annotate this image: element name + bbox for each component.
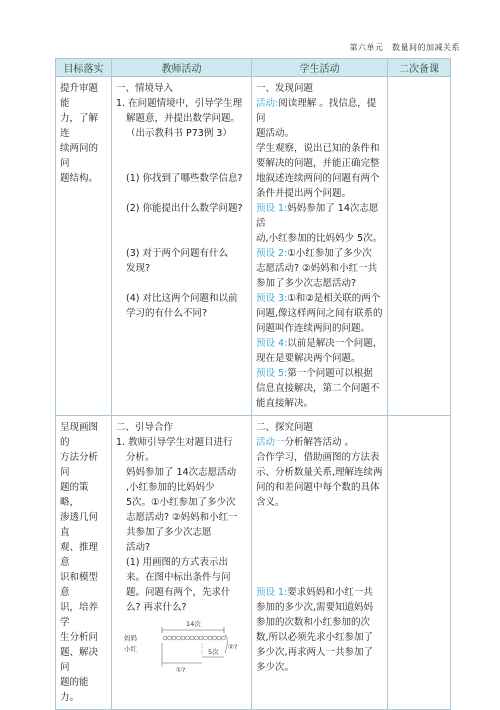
student-line: 数,所以必须先求小红参加了 — [256, 632, 374, 643]
goal-line: 渗透几何直 — [60, 512, 99, 538]
teacher-question: (3) 对于两个问题有什么 — [126, 248, 228, 259]
teacher-line: 分析。 — [126, 452, 155, 463]
student-line: 参加了多少次志愿活动? — [256, 278, 357, 289]
teacher-question: 学习的有什么不同? — [126, 308, 208, 319]
student-line: 志愿活动? ②妈妈和小红一共 — [256, 263, 378, 274]
diagram-label-5: 5次 — [208, 648, 219, 656]
goal-line: 生分析问 — [60, 632, 99, 643]
teacher-line: 活动? — [126, 542, 151, 553]
goal-line: 题的策略， — [60, 482, 89, 508]
table-row — [56, 77, 451, 416]
goal-line: 识和模型意 — [60, 572, 99, 598]
goal-line: 续两问的问 — [60, 143, 99, 169]
student-line: 预设 4:以前是解决一个问题， — [256, 338, 383, 349]
teacher-line: （出示教科书 P73例 3） — [126, 128, 232, 139]
student-line: 示、分析数量关系,理解连续两 — [256, 467, 383, 478]
diagram-label-mom: 妈妈 — [124, 634, 137, 642]
student-line: 预设 1:要求妈妈和小红一共 — [256, 587, 373, 598]
diagram-label-q1: ①? — [176, 666, 186, 674]
page-header: 第六单元 数量间的加减关系 — [349, 43, 460, 52]
student-line: 动,小红参加的比妈妈少 5次。 — [256, 233, 383, 244]
goal-line: 识，培养学 — [60, 602, 99, 628]
goal-line: 方法分析问 — [60, 452, 99, 478]
section-title: 一、情境导入 — [116, 83, 174, 94]
teacher-question: 发现? — [126, 263, 151, 274]
student-line: 问的和差问题中每个数的具体 — [256, 482, 380, 493]
teacher-line: 5次。①小红参加了多少次 — [126, 497, 236, 508]
teacher-line: 1. 在问题情境中，引导学生理 — [116, 98, 243, 109]
student-line: 学生观察，说出已知的条件和 — [256, 143, 380, 154]
diagram-label-q2: ②? — [228, 643, 238, 651]
diagram-label-14: 14次 — [186, 620, 201, 628]
diagram-label-hong: 小红 — [124, 645, 137, 653]
teacher-line: 么? 再求什么? — [126, 602, 187, 613]
teacher-line: 解题意，并提出数学问题。 — [126, 113, 241, 124]
goal-line: 力，了解连 — [60, 113, 99, 139]
teacher-line: 妈妈参加了 14次志愿活动 — [126, 467, 237, 478]
lesson-plan-table — [55, 58, 451, 710]
col-header-goal: 目标落实 — [56, 59, 112, 77]
student-line: 预设 1:妈妈参加了 14次志愿活 — [256, 203, 379, 229]
teacher-question: (4) 对比这两个问题和以前 — [126, 293, 238, 304]
student-line: 含义。 — [256, 497, 285, 508]
student-line: 多少次,再求两人一共参加了 — [256, 647, 374, 658]
student-line: 预设 5:第一个问题可以根据 — [256, 368, 373, 379]
student-line: 一、发现问题 — [256, 83, 314, 94]
student-line: 参加的次数和小红参加的次 — [256, 617, 371, 628]
goal-cell — [56, 416, 112, 710]
col-header-teacher: 教师活动 — [112, 59, 252, 77]
teacher-cell — [112, 77, 252, 416]
teacher-line: 志愿活动? ②妈妈和小红一 — [126, 512, 238, 523]
student-line: 二、探究问题 — [256, 422, 314, 433]
student-cell — [252, 77, 388, 416]
student-line: 合作学习，借助画图的方法表 — [256, 452, 380, 463]
student-cell — [252, 416, 388, 710]
student-line: 问题,像这样两问之间有联系的 — [256, 308, 383, 319]
goal-line: 题的能力。 — [60, 677, 89, 703]
notes-cell — [388, 77, 451, 416]
goal-cell — [56, 77, 112, 416]
student-line: 活动:阅读理解 。找信息，提问 — [256, 98, 377, 124]
student-line: 问题叫作连续两问的问题。 — [256, 323, 371, 334]
goal-line: 观、推理意 — [60, 542, 99, 568]
student-line: 预设 3:①和②是相关联的两个 — [256, 293, 381, 304]
line-segment-diagram — [124, 617, 247, 680]
goal-line: 提升审题能 — [60, 83, 99, 109]
teacher-cell — [112, 416, 252, 710]
col-header-notes: 二次备课 — [388, 59, 451, 77]
student-line: 题活动。 — [256, 128, 295, 139]
teacher-line: 题。问题有两个，先求什 — [126, 587, 231, 598]
teacher-line: 来。在图中标出条件与问 — [126, 572, 231, 583]
col-header-student: 学生活动 — [252, 59, 388, 77]
student-line: 信息直接解决，第二个问题不 — [256, 383, 380, 394]
student-line: 现在是要解决两个问题。 — [256, 353, 361, 364]
goal-line: 题结构。 — [60, 173, 99, 184]
goal-line: 题、解决问 — [60, 647, 99, 673]
teacher-line: ,小红参加的比妈妈少 — [126, 482, 215, 493]
student-line: 多少次。 — [256, 662, 295, 673]
student-line: 参加的多少次,需要知道妈妈 — [256, 602, 374, 613]
goal-line: 呈现画图的 — [60, 422, 99, 448]
student-line: 活动一分析解答活动 。 — [256, 437, 355, 448]
notes-cell — [388, 416, 451, 710]
teacher-question: (2) 你能提出什么数学问题? — [126, 203, 243, 214]
student-line: 地叙述连续两问的问题有两个 — [256, 173, 380, 184]
table-header-row — [56, 59, 451, 77]
teacher-line: (1) 用画图的方式表示出 — [126, 557, 228, 568]
teacher-line: 共参加了多少次志愿 — [126, 527, 212, 538]
section-title: 二、引导合作 — [116, 422, 174, 433]
student-line: 能直接解决。 — [256, 398, 314, 409]
student-line: 要解决的问题，并能正确完整 — [256, 158, 380, 169]
mom-circles — [163, 636, 226, 640]
student-line: 预设 2:①小红参加了多少次 — [256, 248, 372, 259]
table-row — [56, 416, 451, 710]
teacher-line: 1. 教师引导学生对题目进行 — [116, 437, 233, 448]
student-line: 条件并提出两个问题。 — [256, 188, 352, 199]
teacher-question: (1) 你找到了哪些数学信息? — [126, 173, 243, 184]
